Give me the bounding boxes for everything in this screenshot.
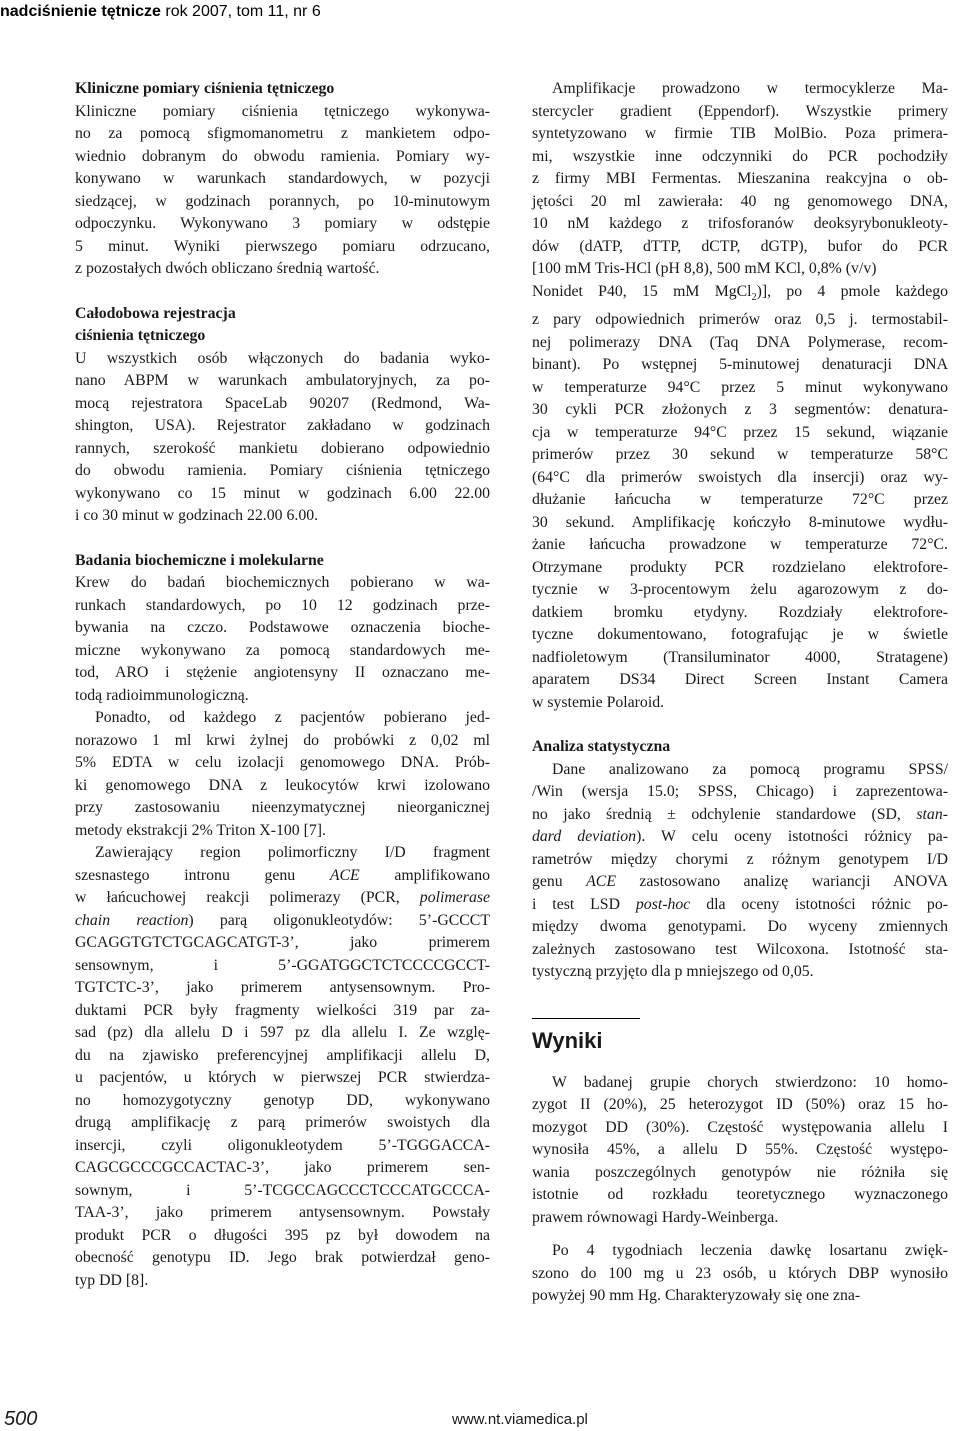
text-line: todą radioimmunologiczną. [75, 686, 249, 704]
text-line: no za pomocą sfigmomanometru z mankietem odpo- [75, 125, 490, 142]
text-line: w łańcuchowej reakcji polimerazy (PCR, polimerase [75, 889, 490, 906]
text-line: insercji, czyli oligonukleotydem 5’-TGGGACCA- [75, 1136, 490, 1154]
paragraph [75, 101, 490, 281]
journal-name: nadciśnienie tętnicze [0, 3, 161, 20]
text-line: cja w temperaturze 94°C przez 15 sekund, wiązanie [532, 423, 948, 441]
text-line: TAA-3’, jako primerem antysensownym. Powstały [75, 1204, 490, 1221]
text-line: GCAGGTGTCTGCAGCATGT-3’, jako primerem [75, 934, 490, 951]
text-line: W badanej grupie chorych stwierdzono: 10 homo- [552, 1073, 948, 1091]
text-line: mozygot DD (30%). Częstość występowania allelu I [532, 1118, 948, 1136]
text-line: dów (dATP, dTTP, dCTP, dGTP), bufor do PCR [532, 237, 948, 255]
text-line: 5% EDTA w celu izolacji genomowego DNA. Prób- [75, 754, 490, 771]
text-line: datkiem bromku etydyny. Rozdziały elektrofore- [532, 603, 948, 621]
text-line: tyczne dokumentowano, fotografując je w świetle [532, 626, 948, 644]
text-line: Dane analizowano za pomocą programu SPSS/ [552, 760, 948, 778]
text-line: Kliniczne pomiary ciśnienia tętniczego wykonywa- [75, 102, 490, 120]
text-line: tystyczną przyjęto dla p mniejszego od 0,05. [532, 963, 814, 981]
text-line: duktami PCR były fragmenty wielkości 319 par za- [75, 1001, 490, 1019]
paragraph [75, 572, 490, 707]
text-line: z pary odpowiednich primerów oraz 0,5 j. termostabil- [532, 311, 948, 329]
text-line: sownym, i 5’-TCGCCAGCCCTCCCATGCCCA- [75, 1181, 490, 1199]
text-line: drugą amplifikację z parą primerów swoistych dla [75, 1114, 490, 1131]
text-line: primerów przez 30 sekund w temperaturze 58°C [532, 446, 948, 464]
text-line: i test LSD post-hoc dla oceny istotności różnic po- [532, 895, 948, 913]
text-line: shington, USA). Rejestrator zakładano w godzinach [75, 417, 490, 434]
text-line: (64°C dla primerów swoistych dla insercji) oraz wy- [532, 468, 948, 486]
text-line: 30 sekund. Amplifikację kończyło 8-minutowe wydłu- [532, 513, 948, 531]
section-title: Kliniczne pomiary ciśnienia tętniczego [75, 80, 335, 97]
section-title: Badania biochemiczne i molekularne [75, 551, 324, 569]
text-line: z pozostałych dwóch obliczano średnią wartość. [75, 260, 380, 277]
paragraph [75, 842, 490, 1292]
text-line: nano ABPM w warunkach ambulatoryjnych, za po- [75, 372, 490, 389]
text-line: CAGCGCCCGCCACTAC-3’, jako primerem sen- [75, 1159, 490, 1176]
paragraph [532, 78, 948, 281]
text-line: zależnych zastosowano test Wilcoxona. Istotność sta- [532, 940, 948, 958]
page-footer [0, 1408, 960, 1431]
text-line: tod, ARO i stężenie angiotensyny II oznaczano me- [75, 664, 490, 681]
journal-url: www.nt.viamedica.pl [452, 1411, 588, 1428]
text-line: ki genomowego DNA z leukocytów krwi izolowano [75, 776, 490, 794]
text-line: 5 minut. Wyniki pierwszego pomiaru odrzucano, [75, 237, 490, 255]
text-line: w systemie Polaroid. [532, 693, 665, 711]
text-line: nadfioletowym (Transiluminator 4000, Stratagene) [532, 648, 948, 666]
text-line: [100 mM Tris-HCl (pH 8,8), 500 mM KCl, 0,8% (v/v) [532, 260, 877, 277]
text-line: tycznie w 3-procentowym żelu agarozowym z do- [532, 581, 948, 599]
text-line: Krew do badań biochemicznych pobierano w wa- [75, 574, 490, 591]
text-line: nej polimerazy DNA (Taq DNA Polymerase, recom- [532, 333, 948, 351]
text-line: i co 30 minut w godzinach 22.00 6.00. [75, 507, 319, 524]
text-line: rannych, szerokość mankietu dobierano odpowiednio [75, 439, 490, 457]
text-line: chain reaction) parą oligonukleotydów: 5’-GCCCT [75, 911, 490, 929]
paragraph [532, 309, 948, 714]
text-line: przy zastosowaniu nieenzymatycznej nieorganicznej [75, 799, 490, 816]
running-header [0, 0, 960, 24]
text-line: Ponadto, od każdego z pacjentów pobierano jed- [95, 709, 490, 726]
text-line: no jako średnią ± odchylenie standardowe (SD, stan- [532, 805, 948, 823]
page-number: 500 [4, 1408, 38, 1430]
text-line: metody ekstrakcji 2% Triton X-100 [7]. [75, 821, 326, 839]
text-line: no homozygotyczny genotyp DD, wykonywano [75, 1091, 490, 1109]
text-line: istotnie od rozkładu teoretycznego wyznaczonego [532, 1186, 948, 1204]
text-line: wykonywano co 15 minut w godzinach 6.00 22.00 [75, 484, 490, 502]
text-line: u pacjentów, u których w pierwszej PCR stwierdza- [75, 1069, 490, 1086]
text-line: wiednio dobranym do obwodu ramienia. Pomiary wy- [75, 147, 490, 165]
text-line: mi, wszystkie inne odczynniki do PCR pochodziły [532, 147, 948, 165]
text-line: jętości 20 ml zawierała: 40 ng genomowego DNA, [532, 192, 948, 210]
text-line: du na zjawisko preferencyjnej amplifikacji allelu D, [75, 1046, 490, 1064]
text-line: sad (pz) dla allelu D i 597 pz dla allelu I. Ze wzglę- [75, 1024, 490, 1041]
text-line: genu ACE zastosowano analizę wariancji ANOVA [532, 873, 949, 891]
text-line: konywano w warunkach standardowych, w pozycji [75, 170, 490, 187]
text-line: Zawierający region polimorficzny I/D fragment [95, 844, 490, 861]
text-line: norazowo 1 ml krwi żylnej do probówki z 0,02 ml [75, 731, 490, 749]
text-line: odpoczynku. Wykonywano 3 pomiary w odstępie [75, 215, 490, 232]
paragraph [532, 759, 948, 984]
text-line: rametrów między chorymi z różnym genotypem I/D [532, 850, 948, 868]
text-line: wynosiła 45%, a allelu D 55%. Częstość występo- [532, 1141, 948, 1159]
text-line: syntetyzowano w firmie TIB MolBio. Poza primera- [532, 125, 948, 142]
section-title: ciśnienia tętniczego [75, 327, 206, 344]
text-line: między dwoma genotypami. Do wyceny zmiennych [532, 918, 948, 936]
journal-issue: rok 2007, tom 11, nr 6 [160, 3, 321, 20]
text-line: 10 nM każdego z trifosforanów deoksyrybonukleoty- [532, 215, 948, 232]
text-line: Otrzymane produkty PCR rozdzielano elektrofore- [532, 558, 948, 576]
section-title: Całodobowa rejestracja [75, 304, 236, 322]
text-line: aparatem DS34 Direct Screen Instant Camera [532, 671, 948, 689]
text-line: szesnastego intronu genu ACE amplifikowano [75, 866, 490, 884]
left-column [75, 78, 490, 1292]
paragraph [75, 707, 490, 842]
text-line: żanie łańcucha prowadzone w temperaturze 72°C. [532, 536, 948, 554]
text-line: 30 cykli PCR złożonych z 3 segmentów: denatura- [532, 401, 948, 419]
paragraph [532, 1072, 948, 1230]
results-heading: Wyniki [532, 1018, 640, 1057]
text-line: do obwodu ramienia. Pomiary ciśnienia tętniczego [75, 462, 490, 479]
text-line: /Win (wersja 15.0; SPSS, Chicago) i zaprezentowa- [532, 783, 948, 801]
text-line: prawem równowagi Hardy-Weinberga. [532, 1208, 779, 1226]
text-line: siedzącej, w godzinach porannych, po 10-minutowym [75, 192, 490, 210]
text-line: zygot II (20%), 25 heterozygot ID (50%) oraz 15 ho- [532, 1096, 948, 1114]
text-line: powyżej 90 mm Hg. Charakteryzowały się one zna- [532, 1287, 861, 1305]
text-line: typ DD [8]. [75, 1271, 149, 1289]
text-line: wania poszczególnych genotypów nie różniła się [532, 1163, 948, 1181]
text-line: obecność genotypu ID. Jego brak potwierdzał geno- [75, 1249, 490, 1266]
text-line: bywania na czczo. Podstawowe oznaczenia bioche- [75, 619, 490, 636]
paragraph [75, 348, 490, 528]
text-line: produkt PCR o długości 395 pz był dowodem na [75, 1226, 490, 1244]
text-line: runkach standardowych, po 10 12 godzinach prze- [75, 596, 490, 614]
paragraph [532, 1240, 948, 1308]
text-line: szono do 100 mg u 23 osób, u których DBP wynosiło [532, 1264, 948, 1282]
text-line: U wszystkich osób włączonych do badania wyko- [75, 349, 490, 367]
text-line: dłużanie łańcucha w temperaturze 72°C przez [532, 491, 948, 509]
text-line: stercycler gradient (Eppendorf). Wszystkie primery [532, 102, 948, 120]
right-column [532, 78, 948, 1308]
text-line: Amplifikacje prowadzono w termocyklerze Ma- [552, 80, 948, 97]
text-line: w temperaturze 94°C przez 5 minut wykonywano [532, 378, 948, 396]
text-line: sensownym, i 5’-GGATGGCTCTCCCCGCCT- [75, 956, 490, 974]
text-line: dard deviation). W celu oceny istotności różnicy pa- [532, 828, 948, 846]
text-line: mocą rejestratora SpaceLab 90207 (Redmond, Wa- [75, 394, 490, 412]
text-line: miczne wykonywano za pomocą standardowych me- [75, 641, 490, 659]
section-title: Analiza statystyczna [532, 738, 671, 756]
text-line: Po 4 tygodniach leczenia dawkę losartanu zwięk- [552, 1242, 948, 1260]
text-line: Nonidet P40, 15 mM MgCl$_2$)], po 4 pmole każdego [532, 282, 948, 303]
text-line: z firmy MBI Fermentas. Mieszanina reakcyjna o ob- [532, 170, 948, 187]
text-line: binant). Po wstępnej 5-minutowej denaturacji DNA [532, 356, 948, 374]
text-line: TGTCTC-3’, jako primerem antysensownym. Pro- [75, 979, 490, 996]
